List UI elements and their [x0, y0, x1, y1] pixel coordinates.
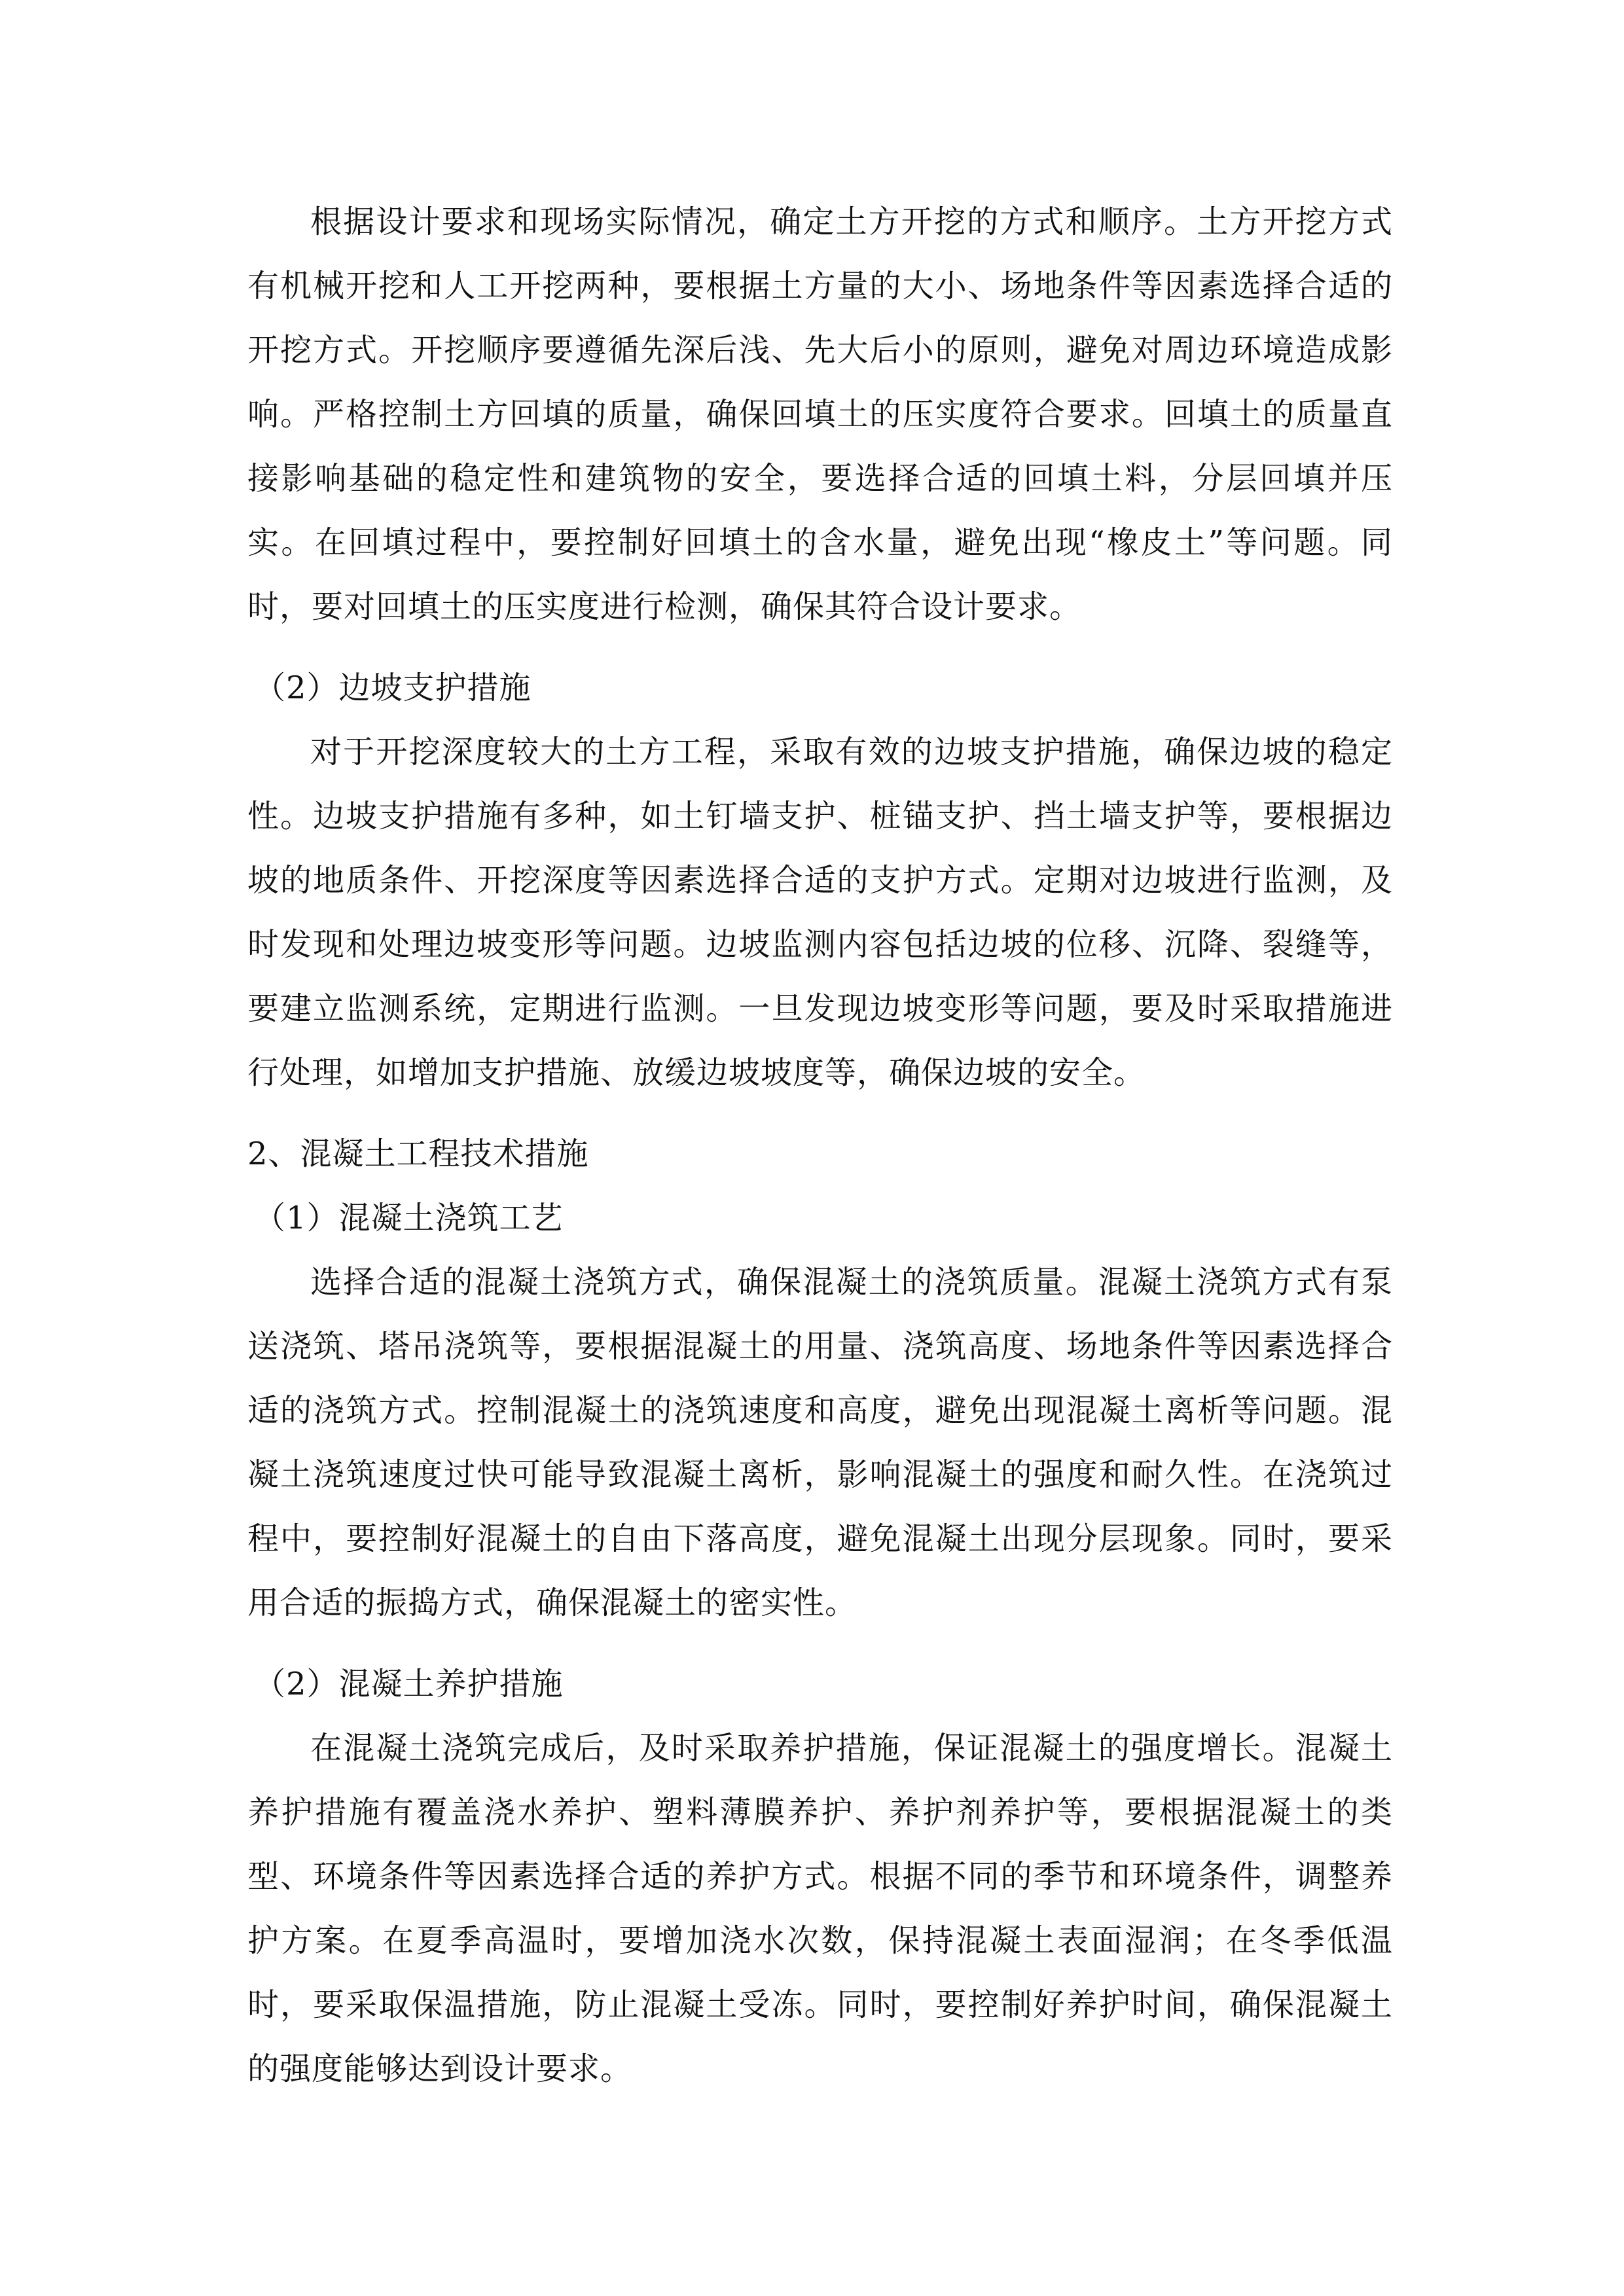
paragraph-concrete-pouring: 选择合适的混凝土浇筑方式，确保混凝土的浇筑质量。混凝土浇筑方式有泵送浇筑、塔吊浇筑等，要根据混凝土的用量、浇筑高度、场地条件等因素选择合适的浇筑方式。控制混凝土的浇筑速度和高度，避免出现混凝土离析等问题。混凝土浇筑速度过快可能导致混凝土离析，影响混凝土的强度和耐久性。在浇筑过程中，要控制好混凝土的自由下落高度，避免混凝土出现分层现象。同时，要采用合适的振捣方式，确保混凝土的密实性。	[247, 1264, 1393, 1621]
paragraph-earthwork-excavation: 根据设计要求和现场实际情况，确定土方开挖的方式和顺序。土方开挖方式有机械开挖和人工开挖两种，要根据土方量的大小、场地条件等因素选择合适的开挖方式。开挖顺序要遵循先深后浅、先大后小的原则，避免对周边环境造成影响。严格控制土方回填的质量，确保回填土的压实度符合要求。回填土的质量直接影响基础的稳定性和建筑物的安全，要选择合适的回填土料，分层回填并压实。在回填过程中，要控制好回填土的含水量，避免出现“橡皮土”等问题。同时，要对回填土的压实度进行检测，确保其符合设计要求。	[247, 204, 1393, 625]
paragraph-concrete-curing: 在混凝土浇筑完成后，及时采取养护措施，保证混凝土的强度增长。混凝土养护措施有覆盖浇水养护、塑料薄膜养护、养护剂养护等，要根据混凝土的类型、环境条件等因素选择合适的养护方式。根据不同的季节和环境条件，调整养护方案。在夏季高温时，要增加浇水次数，保持混凝土表面湿润；在冬季低温时，要采取保温措施，防止混凝土受冻。同时，要控制好养护时间，确保混凝土的强度能够达到设计要求。	[247, 1730, 1393, 2087]
subheading-concrete-curing: （2）混凝土养护措施	[254, 1666, 564, 1702]
paragraph-slope-support: 对于开挖深度较大的土方工程，采取有效的边坡支护措施，确保边坡的稳定性。边坡支护措施有多种，如土钉墙支护、桩锚支护、挡土墙支护等，要根据边坡的地质条件、开挖深度等因素选择合适的支护方式。定期对边坡进行监测，及时发现和处理边坡变形等问题。边坡监测内容包括边坡的位移、沉降、裂缝等，要建立监测系统，定期进行监测。一旦发现边坡变形等问题，要及时采取措施进行处理，如增加支护措施、放缓边坡坡度等，确保边坡的安全。	[247, 734, 1393, 1091]
subheading-concrete-pouring: （1）混凝土浇筑工艺	[254, 1200, 564, 1236]
subheading-slope-support: （2）边坡支护措施	[254, 670, 532, 706]
document-body	[247, 190, 1393, 2101]
heading-concrete-works: 2、混凝土工程技术措施	[247, 1136, 589, 1172]
